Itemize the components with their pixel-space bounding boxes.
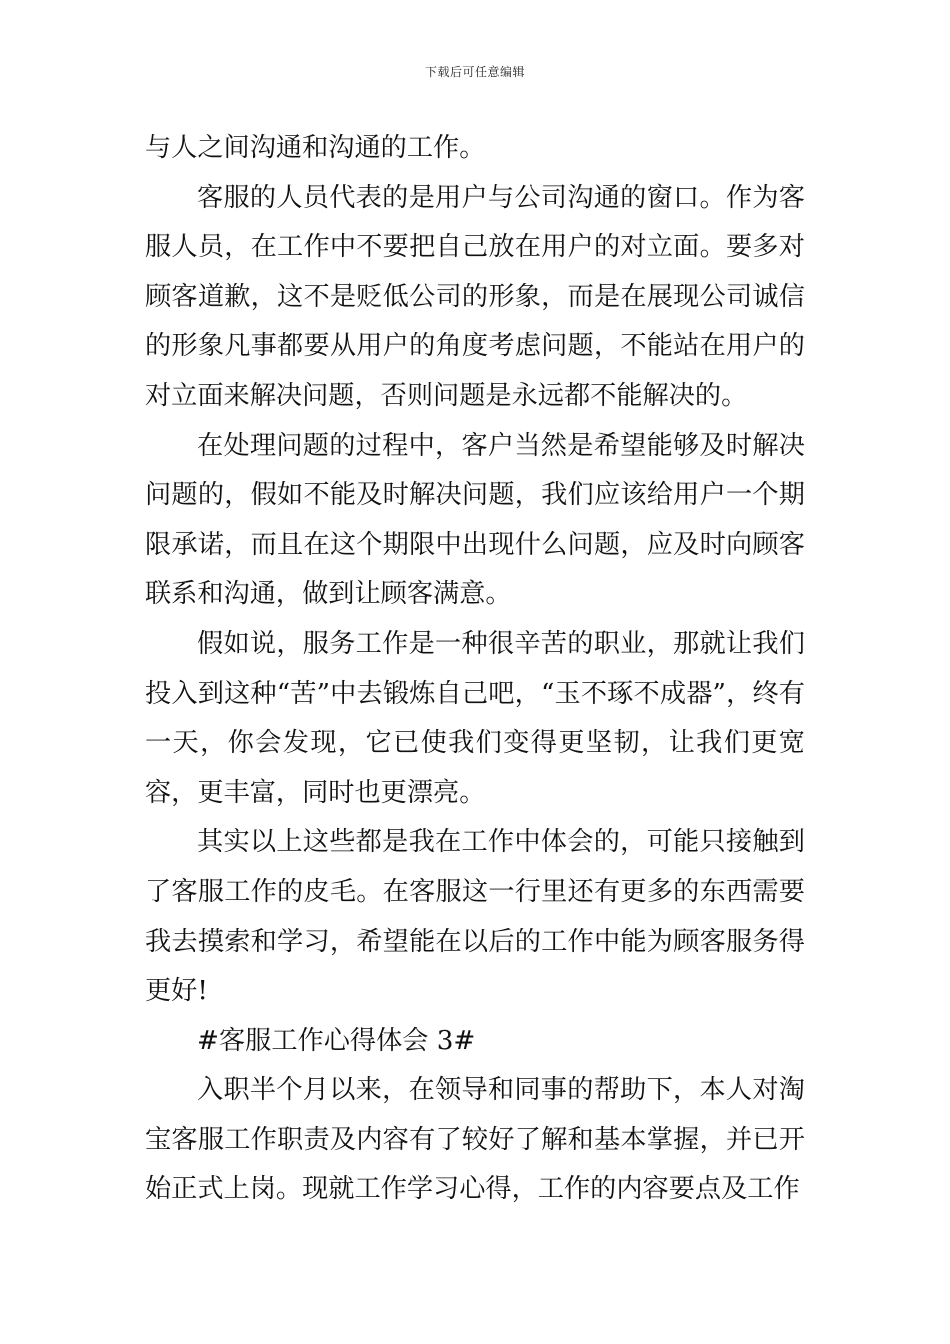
page-header-note: 下载后可任意编辑 [424,65,525,79]
paragraph-customer-service-window: 客服的人员代表的是用户与公司沟通的窗口。作为客服人员，在工作中不要把自己放在用户的对立面。要多对顾客道歉，这不是贬低公司的形象，而是在展现公司诚信的形象凡事都要从用户的角度考虑问题，不能站在用户的对立面来解决问题，否则问题是永远都不能解决的。 [145,182,805,411]
paragraph-hard-work: 假如说，服务工作是一种很辛苦的职业，那就让我们投入到这种“苦”中去锻炼自己吧，“玉不琢不成器”，终有一天，你会发现，它已使我们变得更坚韧，让我们更宽容，更丰富，同时也更漂亮。 [145,628,805,808]
paragraph-summary: 其实以上这些都是我在工作中体会的，可能只接触到了客服工作的皮毛。在客服这一行里还有更多的东西需要我去摸索和学习，希望能在以后的工作中能为顾客服务得更好! [145,827,805,1007]
paragraph-handling-problems: 在处理问题的过程中，客户当然是希望能够及时解决问题的，假如不能及时解决问题，我们应该给用户一个期限承诺，而且在这个期限中出现什么问题，应及时向顾客联系和沟通，做到让顾客满意。 [145,430,805,610]
document-body [145,124,805,1215]
paragraph-section-intro: 入职半个月以来，在领导和同事的帮助下，本人对淘宝客服工作职责及内容有了较好了解和基本掌握，并已开始正式上岗。现就工作学习心得，工作的内容要点及工作 [145,1075,805,1205]
section-heading: #客服工作心得体会 3# [197,1025,476,1056]
paragraph-continuation: 与人之间沟通和沟通的工作。 [145,133,486,163]
